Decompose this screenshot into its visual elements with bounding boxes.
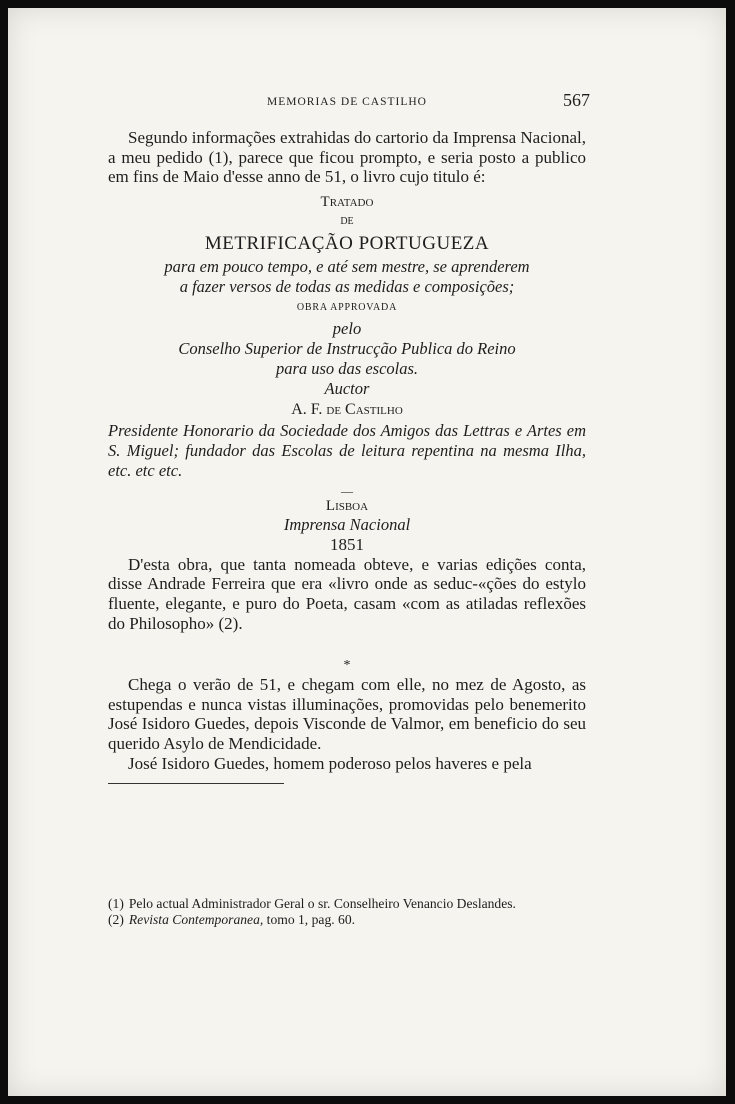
text-column — [108, 8, 590, 1096]
footnotes — [108, 896, 586, 928]
page-header — [108, 86, 590, 116]
title-de: DE — [340, 215, 354, 227]
intro-paragraph: Segundo informações extrahidas do cartorio da Imprensa Nacional, a meu pedido (1), parece que ficou prompto, e seria posto a publico em fins de Maio d'esse anno de 51, o livro cujo titulo é: — [108, 128, 586, 187]
author-affiliation: Presidente Honorario da Sociedade dos Amigos das Lettras e Artes em S. Miguel; fundador das Escolas de leitura repentina na mesma Ilha, etc. etc etc. — [108, 420, 586, 480]
imprint-city: Lisboa — [325, 497, 369, 514]
paragraph-illuminations: Chega o verão de 51, e chegam com elle, no mez de Agosto, as estupendas e nunca vistas illuminações, promovidas pelo benemerito José Isidoro Guedes, depois Visconde de Valmor, em beneficio do seu querido Asylo de Mendicidade. — [108, 675, 586, 753]
book-title-block — [108, 191, 586, 555]
footnote-2 — [108, 912, 586, 928]
obra-approvada: OBRA APPROVADA — [296, 301, 398, 313]
running-head: MEMORIAS DE CASTILHO — [267, 96, 427, 108]
title-tratado: Tratado — [320, 193, 374, 210]
page-number: 567 — [563, 90, 590, 110]
footnote-1 — [108, 896, 586, 912]
paragraph-andrade-ferreira: D'esta obra, que tanta nomeada obteve, e varias edições conta, disse Andrade Ferreira que era «livro onde as seduc-«ções do estylo fluente, elegante, e puro do Poeta, casam «com as atiladas reflexões do Philosopho» (2). — [108, 554, 586, 633]
subtitle-line-1: para em pouco tempo, e até sem mestre, se aprenderem — [164, 256, 530, 276]
imprint-publisher: Imprensa Nacional — [283, 514, 411, 534]
footnote-2-mark: (2) — [108, 912, 124, 927]
conselho-line-1: Conselho Superior de Instrucção Publica do Reino — [178, 338, 516, 358]
author-name: A. F. de Castilho — [291, 400, 403, 418]
book-page — [8, 8, 726, 1096]
auctor-label: Auctor — [324, 378, 370, 398]
body-text — [108, 128, 586, 784]
pelo-label: pelo — [332, 318, 362, 338]
imprint-year: 1851 — [330, 534, 364, 554]
footnote-rule — [108, 783, 284, 784]
footnote-2-text: tomo 1, pag. 60. — [266, 912, 356, 927]
subtitle-line-2: a fazer versos de todas as medidas e composições; — [179, 276, 515, 296]
section-asterism: * — [343, 658, 351, 674]
main-title: METRIFICAÇÃO PORTUGUEZA — [204, 232, 490, 254]
conselho-line-2: para uso das escolas. — [275, 358, 419, 378]
paragraph-isidoro-guedes: José Isidoro Guedes, homem poderoso pelos haveres e pela — [128, 753, 532, 773]
footnote-1-mark: (1) — [108, 896, 124, 911]
footnote-2-journal: Revista Contemporanea, — [128, 912, 264, 927]
title-dash: — — [341, 483, 353, 498]
footnote-1-text: Pelo actual Administrador Geral o sr. Conselheiro Venancio Deslandes. — [128, 896, 516, 911]
